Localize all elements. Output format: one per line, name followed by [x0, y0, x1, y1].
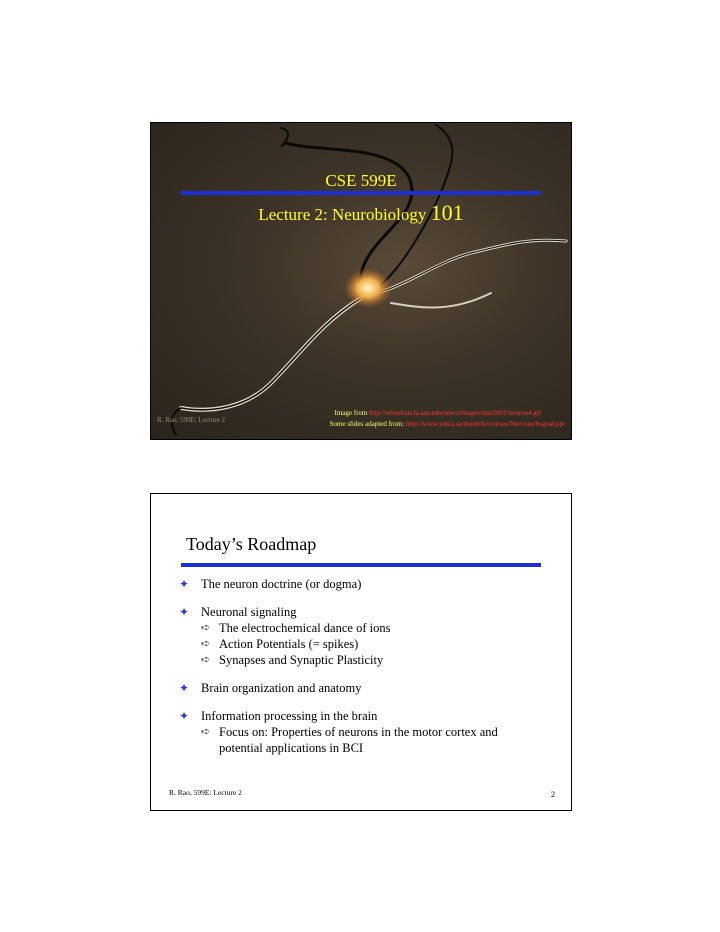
list-item	[179, 680, 559, 696]
bullet-text: The neuron doctrine (or dogma)	[201, 577, 362, 591]
lecture-number: 101	[430, 200, 464, 225]
bullet-text: Information processing in the brain	[201, 709, 378, 723]
slides-credit-link[interactable]: http://www.ymca.sa/doom/b/courses/Nervous/hsgrad.ppt	[405, 420, 565, 428]
image-credit-link[interactable]: http://wlordous.la.asu.edu/news/images/mar2001/neuron4.gif	[369, 409, 541, 417]
hollow-arrow-icon: ➪	[201, 622, 211, 634]
slide2-footer: R. Rao, 599E: Lecture 2	[169, 788, 242, 797]
image-credit	[335, 409, 541, 417]
slides-credit-label: Some slides adapted from:	[329, 420, 406, 428]
slides-credit	[330, 420, 565, 428]
sub-bullet-text: potential applications in BCI	[219, 741, 364, 755]
four-point-star-icon: ✦	[179, 681, 190, 695]
hollow-arrow-icon: ➪	[201, 726, 211, 738]
sub-list-item	[179, 620, 559, 636]
sub-bullet-text: Focus on: Properties of neurons in the motor cortex and	[219, 725, 498, 739]
lecture-title	[151, 200, 571, 226]
list-item	[179, 576, 559, 592]
sub-bullet-text: Synapses and Synaptic Plasticity	[219, 653, 384, 667]
course-title: CSE 599E	[325, 171, 397, 190]
title-rule	[181, 563, 541, 567]
four-point-star-icon: ✦	[179, 709, 190, 723]
slide-title: Today’s Roadmap	[186, 534, 317, 554]
title-rule	[181, 191, 541, 195]
hollow-arrow-icon: ➪	[201, 638, 211, 650]
slide1-footer: R. Rao, 599E: Lecture 2	[157, 416, 226, 424]
lecture-title-text: Lecture 2: Neurobiology	[258, 205, 431, 224]
sub-list-item	[179, 724, 559, 740]
bullet-list	[179, 576, 559, 756]
sub-bullet-text: The electrochemical dance of ions	[219, 621, 391, 635]
four-point-star-icon: ✦	[179, 605, 190, 619]
sub-list-item	[179, 636, 559, 652]
hollow-arrow-icon: ➪	[201, 654, 211, 666]
image-credit-label: Image from	[334, 409, 370, 417]
bullet-text: Neuronal signaling	[201, 605, 297, 619]
page-number: 2	[551, 790, 555, 799]
list-item	[179, 604, 559, 620]
sub-list-item	[179, 652, 559, 668]
roadmap-slide	[150, 493, 572, 811]
title-slide	[150, 122, 572, 440]
four-point-star-icon: ✦	[179, 577, 190, 591]
sub-bullet-text: Action Potentials (= spikes)	[219, 637, 359, 651]
sub-list-item-continuation	[179, 740, 559, 756]
list-item	[179, 708, 559, 724]
bullet-text: Brain organization and anatomy	[201, 681, 362, 695]
